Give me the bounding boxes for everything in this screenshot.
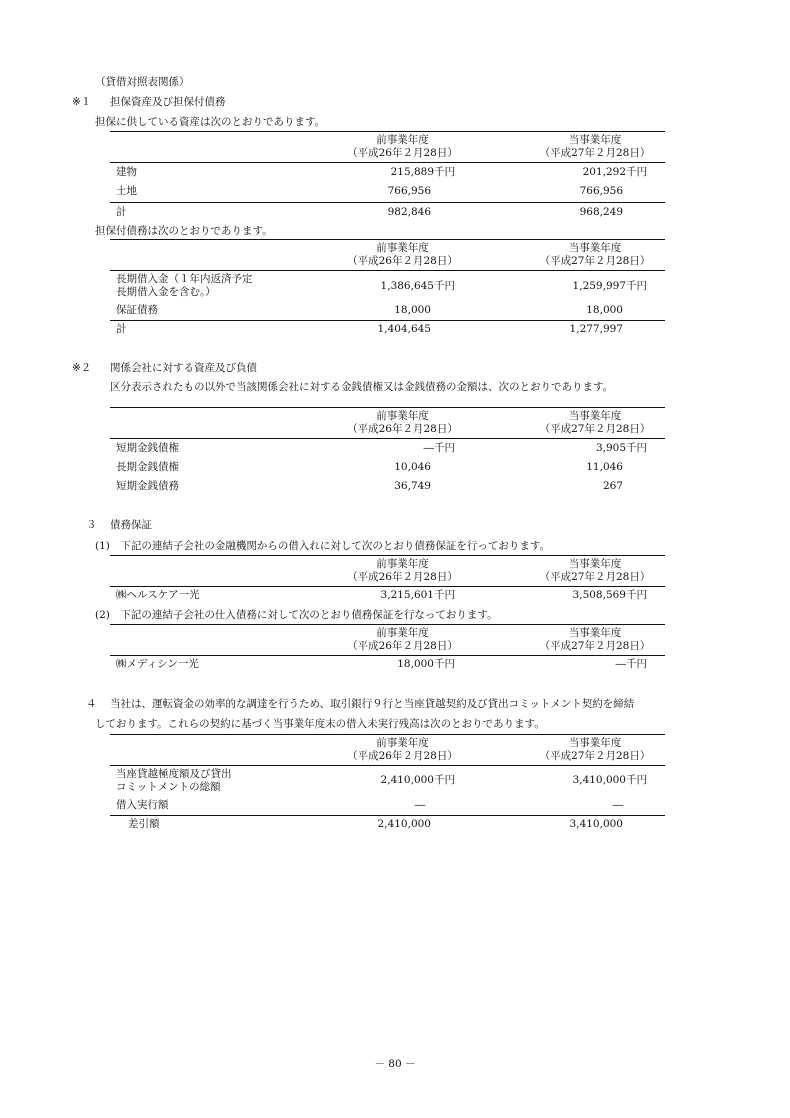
s2-top-rule bbox=[110, 407, 665, 408]
table-cell-curr: 3,508,569千円 bbox=[572, 589, 647, 601]
table-cell-curr: 18,000 bbox=[586, 304, 623, 316]
s3-t1-col-curr: 当事業年度 bbox=[568, 558, 622, 570]
table-row-label: ㈱メディシン一光 bbox=[116, 658, 199, 670]
table-row-label: 借入実行額 bbox=[116, 799, 169, 811]
table-cell-prev: 1,404,645 bbox=[377, 323, 431, 335]
s2-intro: 区分表示されたもの以外で当該関係会社に対する金銭債権又は金銭債務の金額は、次のとおりであります。 bbox=[110, 381, 614, 393]
table-cell-curr: 968,249 bbox=[579, 206, 623, 218]
table-row-label: 長期金銭債権 bbox=[116, 461, 179, 473]
table-cell-curr: 3,410,000 bbox=[569, 818, 623, 830]
table-cell-prev: 766,956 bbox=[387, 185, 431, 197]
s1-intro-assets: 担保に供している資産は次のとおりであります。 bbox=[95, 116, 326, 128]
s3-t2-col-curr-date: （平成27年２月28日） bbox=[539, 640, 651, 652]
table-cell-prev: 3,215,601千円 bbox=[380, 589, 455, 601]
s4-text-line2: しております。これらの契約に基づく当事業年度末の借入未実行残高は次のとおりであります。 bbox=[95, 718, 545, 730]
s1-debts-col-prev-date: （平成26年２月28日） bbox=[347, 255, 458, 267]
table-cell-prev: 1,386,645千円 bbox=[380, 280, 455, 292]
s3-t2-col-prev-date: （平成26年２月28日） bbox=[347, 640, 458, 652]
s2-col-curr-date: （平成27年２月28日） bbox=[539, 423, 651, 435]
s3-item1: (1) 下記の連結子会社の金融機関からの借入れに対して次のとおり債務保証を行っております。 bbox=[95, 540, 551, 552]
table-row-label: 保証債務 bbox=[116, 304, 158, 316]
table-cell-curr: 201,292千円 bbox=[582, 166, 647, 178]
table-cell-curr: 766,956 bbox=[579, 185, 623, 197]
page-number: － 80 － bbox=[374, 1058, 416, 1070]
s4-top-rule bbox=[110, 734, 665, 735]
s1-assets-col-prev-date: （平成26年２月28日） bbox=[347, 147, 458, 159]
s1-mark: ※１ bbox=[72, 96, 92, 108]
table-cell-curr: 1,277,997 bbox=[569, 323, 623, 335]
section-heading: （貸借対照表関係） bbox=[95, 76, 190, 88]
table-cell-curr: 3,410,000千円 bbox=[572, 774, 647, 786]
s4-text-line1: 当社は、運転資金の効率的な調達を行うため、取引銀行９行と当座貸越契約及び貸出コミットメント契約を締結 bbox=[110, 698, 635, 710]
s3-t2-col-curr: 当事業年度 bbox=[568, 627, 622, 639]
table-row-label: ㈱ヘルスケア一光 bbox=[116, 589, 200, 601]
s1-assets-col-curr: 当事業年度 bbox=[568, 134, 622, 146]
table-cell-prev: ―千円 bbox=[423, 442, 455, 454]
table-cell-prev: 2,410,000 bbox=[377, 818, 431, 830]
table-cell-curr: 11,046 bbox=[586, 461, 623, 473]
s1-assets-col-prev: 前事業年度 bbox=[376, 134, 429, 146]
table-cell-prev: 18,000 bbox=[394, 304, 431, 316]
s2-col-prev: 前事業年度 bbox=[376, 410, 429, 422]
table-row-label: 計 bbox=[116, 206, 127, 218]
s3-t1-col-prev-date: （平成26年２月28日） bbox=[347, 571, 458, 583]
s1-assets-header-rule bbox=[110, 162, 665, 163]
table-cell-prev: 2,410,000千円 bbox=[380, 774, 455, 786]
s3-item2: (2) 下記の連結子会社の仕入債務に対して次のとおり債務保証を行なっております。 bbox=[95, 609, 498, 621]
s1-debts-col-curr: 当事業年度 bbox=[568, 242, 622, 254]
s3-t2-top-rule bbox=[110, 624, 665, 625]
s3-t1-top-rule bbox=[110, 555, 665, 556]
table-row-label: 差引額 bbox=[128, 818, 160, 830]
s1-debts-col-prev: 前事業年度 bbox=[376, 242, 429, 254]
s4-total-rule bbox=[110, 815, 665, 816]
s3-mark: ３ bbox=[86, 519, 97, 531]
table-row-label-line2: コミットメントの総額 bbox=[116, 781, 221, 793]
s1-assets-top-rule bbox=[110, 131, 665, 132]
s4-col-prev: 前事業年度 bbox=[376, 737, 429, 749]
table-row-label: 短期金銭債務 bbox=[116, 480, 179, 492]
table-row-label: 計 bbox=[116, 323, 127, 335]
table-cell-curr: 1,259,997千円 bbox=[572, 280, 647, 292]
s2-mark: ※２ bbox=[72, 362, 92, 374]
table-row-label: 建物 bbox=[116, 166, 137, 178]
s4-col-curr: 当事業年度 bbox=[568, 737, 622, 749]
table-cell-prev: 215,889千円 bbox=[390, 166, 455, 178]
s1-intro-debts: 担保付債務は次のとおりであります。 bbox=[95, 225, 273, 237]
table-row-label: 長期借入金（１年内返済予定 bbox=[116, 273, 253, 285]
table-row-label: 当座貸越極度額及び貸出 bbox=[116, 768, 232, 780]
s1-debts-total-rule bbox=[110, 320, 665, 321]
s2-col-curr: 当事業年度 bbox=[568, 410, 622, 422]
s1-debts-col-curr-date: （平成27年２月28日） bbox=[539, 255, 651, 267]
s4-mark: ４ bbox=[86, 698, 97, 710]
s1-title: 担保資産及び担保付債務 bbox=[110, 96, 226, 108]
s2-col-prev-date: （平成26年２月28日） bbox=[347, 423, 458, 435]
table-cell-prev: 18,000千円 bbox=[397, 658, 455, 670]
s4-col-curr-date: （平成27年２月28日） bbox=[539, 750, 651, 762]
table-row-label-line2: 長期借入金を含む。） bbox=[116, 286, 216, 298]
s1-debts-top-rule bbox=[110, 239, 665, 240]
s1-assets-col-curr-date: （平成27年２月28日） bbox=[539, 147, 651, 159]
s4-header-rule bbox=[110, 765, 665, 766]
table-cell-prev: 36,749 bbox=[394, 480, 431, 492]
table-cell-curr: ―千円 bbox=[615, 658, 647, 670]
s2-header-rule bbox=[110, 438, 665, 439]
s3-t1-col-prev: 前事業年度 bbox=[376, 558, 429, 570]
table-cell-prev: 982,846 bbox=[387, 206, 431, 218]
s1-assets-total-rule bbox=[110, 202, 665, 203]
table-cell-curr: ― bbox=[612, 799, 624, 811]
table-row-label: 土地 bbox=[116, 185, 137, 197]
table-cell-prev: 10,046 bbox=[394, 461, 431, 473]
s3-t2-col-prev: 前事業年度 bbox=[376, 627, 429, 639]
table-cell-curr: 267 bbox=[602, 480, 623, 492]
s3-title: 債務保証 bbox=[110, 519, 152, 531]
s3-t1-col-curr-date: （平成27年２月28日） bbox=[539, 571, 651, 583]
s4-col-prev-date: （平成26年２月28日） bbox=[347, 750, 458, 762]
s1-debts-header-rule bbox=[110, 270, 665, 271]
table-cell-prev: ― bbox=[414, 799, 426, 811]
s2-title: 関係会社に対する資産及び負債 bbox=[110, 362, 257, 374]
s3-t1-header-rule bbox=[110, 586, 665, 587]
s3-t2-header-rule bbox=[110, 655, 665, 656]
table-row-label: 短期金銭債権 bbox=[116, 442, 179, 454]
table-cell-curr: 3,905千円 bbox=[595, 442, 647, 454]
